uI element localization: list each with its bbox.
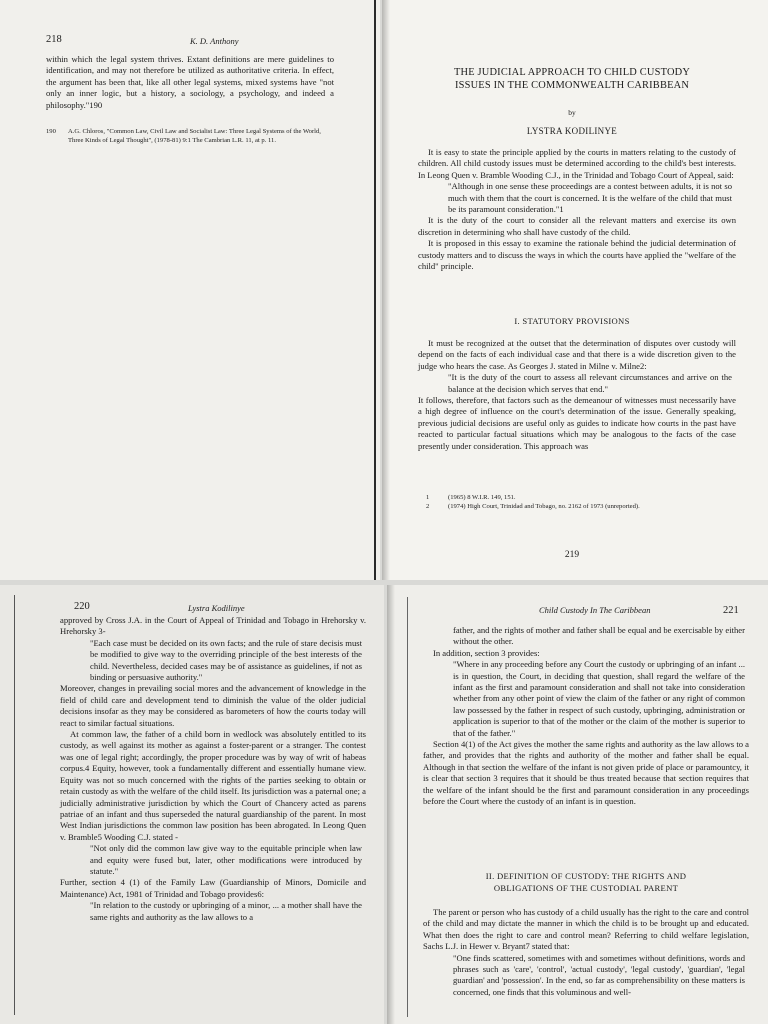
body-text — [423, 907, 749, 998]
body-text — [418, 338, 736, 452]
margin-line — [14, 595, 15, 1015]
title-line: THE JUDICIAL APPROACH TO CHILD CUSTODY — [453, 67, 691, 78]
footnote — [46, 128, 334, 145]
paragraph: It must be recognized at the outset that the determination of disputes over custody will depend on the facts of each individual case and that there is a wide discretion given to the judge who hears the case. As Georges J. stated in Milne v. Milne2: — [418, 338, 736, 371]
paragraph: Section 4(1) of the Act gives the mother the same rights and authority as the law allows to a father, and provides that the rights and authority of the mother and father shall be equal. Although in that section the welfare of the infant is not given pride of place or paramountcy, it is clear that section 3 requires that it should be thus treated because that section requires that the welfare of the infant should be the first and paramount consideration in any proceedings before the Court where the custody of an infant is in question. — [423, 739, 749, 807]
page-number: 218 — [46, 34, 62, 45]
spine-line — [374, 0, 376, 580]
body-text — [423, 625, 749, 808]
paragraph: It is easy to state the principle applied by the courts in matters relating to the custody of children. All child custody issues must be determined according to the child's best interests. In Leong Quen v. Bramble Wooding C.J., in the Trinidad and Tobago Court of Appeal, said: — [418, 147, 736, 180]
body-text — [418, 147, 736, 272]
page-220 — [0, 585, 384, 1024]
running-head: Child Custody In The Caribbean — [539, 605, 651, 615]
block-quote: "Not only did the common law give way to the equitable principle when law and equity were fused but, later, other modifications were introduced by statute." — [90, 843, 362, 876]
gutter-shadow — [382, 0, 390, 580]
body-text — [46, 54, 334, 111]
paragraph: Moreover, changes in prevailing social mores and the advancement of knowledge in the field of child care and development tend to diminish the value of the older judicial decisions insofar as they may be considered as barometers of how the courts today will react to similar factual situations. — [60, 683, 366, 728]
footnote-marker: 2 — [426, 502, 430, 510]
block-quote: "One finds scattered, sometimes with and sometimes without definitions, words and phrases such as 'care', 'control', 'actual custody', 'legal custody', 'guardian', 'legal guardian' and 'possession'. In the end, so far as comprehensibility on these matters is concerned, one finds that this voluminous and well- — [453, 952, 745, 997]
page-221 — [387, 585, 768, 1024]
paragraph: Further, section 4 (1) of the Family Law (Guardianship of Minors, Domicile and Maintenance) Act, 1981 of Trinidad and Tobago provides6: — [60, 877, 366, 899]
running-head: K. D. Anthony — [190, 36, 239, 46]
footnote-text: (1965) 8 W.I.R. 149, 151. — [448, 494, 516, 501]
title-line: ISSUES IN THE COMMONWEALTH CARIBBEAN — [454, 80, 690, 91]
footnote-marker: 1 — [426, 494, 430, 501]
block-quote: "It is the duty of the court to assess all relevant circumstances and arrive on the balance at the decision which serves that end." — [448, 372, 732, 394]
page-number: 220 — [74, 601, 90, 612]
body-text — [60, 615, 366, 923]
paragraph: It follows, therefore, that factors such as the demeanour of witnesses must necessarily have a high degree of influence on the court's determination of the issue. Generally speaking, previous judicial decisions are useful only as guides to indicate how courts in the past have reacted to particular factual situations which may be analogous to the facts of the case presently under consideration. This approach was — [418, 395, 736, 451]
block-quote-continued: father, and the rights of mother and father shall be equal and be exercisable by either without the other. — [453, 625, 745, 647]
block-quote: "Each case must be decided on its own facts; and the rule of stare decisis must be modified to give way to the overriding principle of the best interests of the child. Nevertheless, decided cases may be of assistance as guidelines, if not as binding or persuasive authority." — [90, 637, 362, 683]
footnote-text: A.G. Chloros, "Common Law, Civil Law and Socialist Law: Three Legal Systems of the World, Three Kinds of Legal Thought", (1978-81) 9:1 The Cambrian L.R. 11, at p. 11. — [68, 128, 321, 144]
page-218 — [0, 0, 380, 580]
footnotes — [426, 494, 736, 511]
paragraph: In addition, section 3 provides: — [433, 647, 540, 658]
paragraph: It is the duty of the court to consider all the relevant matters and exercise its own discretion in determining who shall have custody of the child. — [418, 215, 736, 237]
margin-line — [407, 597, 408, 1017]
paragraph: At common law, the father of a child born in wedlock was absolutely entitled to its custody, as well against its mother as against a foster-parent or a stranger. The contest was one of legal right; accordingly, the proper procedure was by way of writ of habeas corpus.4 Equity, however, took a fundamentally different and essentially humane view. Equity was not so much concerned with the rights of the parties seeking to obtain or retain custody as with the welfare of the child itself. Its jurisdiction was a paternal one; a judicially administrative jurisdiction by which the Court of Chancery acted as parens patriae of an infant and thus superseded the natural guardianship of the parent. In most West Indian jurisdictions the common law position has been abrogated. In Leong Quen v. Bramble5 Wooding C.J. stated - — [60, 729, 366, 842]
running-head: Lystra Kodilinye — [188, 603, 245, 613]
page-219 — [382, 0, 768, 580]
paragraph: approved by Cross J.A. in the Court of Appeal of Trinidad and Tobago in Hrehorsky v. Hrehorsky 3- — [60, 615, 366, 637]
author-name: LYSTRA KODILINYE — [526, 126, 618, 136]
footnote-text: (1974) High Court, Trinidad and Tobago, no. 2162 of 1973 (unreported). — [448, 502, 640, 510]
heading-line: II. DEFINITION OF CUSTODY: THE RIGHTS AND — [485, 871, 687, 881]
block-quote: "Although in one sense these proceedings are a contest between adults, it is not so much with them that the court is concerned. It is the welfare of the child that must be its paramount consideration."1 — [448, 181, 732, 215]
heading-line: OBLIGATIONS OF THE CUSTODIAL PARENT — [493, 882, 679, 893]
paragraph: The parent or person who has custody of a child usually has the right to the care and control of the child and may dictate the manner in which the child is to be brought up and educated. What then does the right to care and control mean? Referring to child welfare legislation, Sachs L.J. in Hewer v. Bryant7 stated that: — [423, 907, 749, 952]
block-quote: "Where in any proceeding before any Court the custody or upbringing of an infant ... is in question, the Court, in deciding that question, shall regard the welfare of the infant as the first and paramount consideration and shall not take into consideration whether from any other point of view the claim of the father or any right of common law possessed by the father in respect of such custody, upbringing, administration or application is superior to that of the mother or the claim of the mother is superior to that of the father." — [453, 659, 745, 738]
byline-by: by — [568, 108, 576, 117]
block-quote: "In relation to the custody or upbringing of a minor, ... a mother shall have the same rights and authority as the law allows to a — [90, 900, 362, 922]
gutter-shadow — [387, 585, 395, 1024]
section-heading: I. STATUTORY PROVISIONS — [514, 316, 630, 326]
article-title — [404, 66, 740, 92]
paragraph: within which the legal system thrives. Extant definitions are mere guidelines to identification, and may not therefore be utilized as authoritative criteria. In effect, the argument has been that, like all other legal systems, mixed systems have "not only an inner logic, but a history, a sociology, a psychology, and indeed a philosophy."190 — [46, 54, 334, 110]
footnote-marker: 190 — [46, 128, 56, 135]
paragraph: It is proposed in this essay to examine the rationale behind the judicial determination of custody matters and to discuss the ways in which the courts have applied the "welfare of the child" principle. — [418, 238, 736, 272]
page-number: 219 — [564, 550, 580, 560]
section-heading — [423, 871, 749, 894]
page-number: 221 — [723, 605, 739, 616]
